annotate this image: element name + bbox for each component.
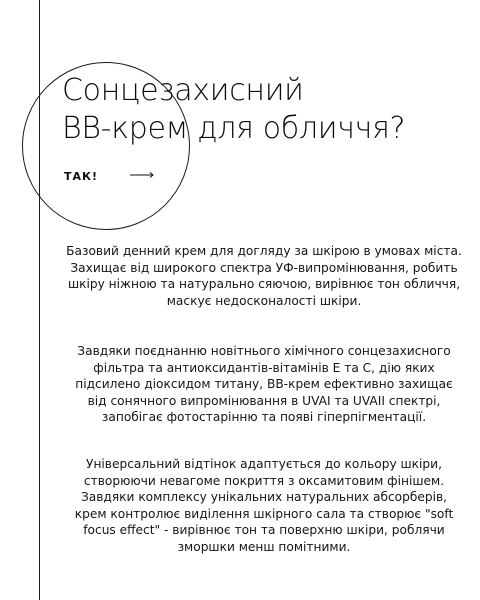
vertical-divider-line	[39, 0, 40, 600]
paragraph-finish: Універсальний відтінок адаптується до кольору шкіри, створюючи невагоме покриття з оксамитовим фінішем. Завдяки комплексу унікальних натуральних абсорберів, крем контролює виділення шкірного сала та створює "soft focus effect" - вирівнює тон та поверхню шкіри, роблячи зморшки менш помітними.	[74, 457, 454, 554]
title-line-2: ВВ-крем для обличчя?	[62, 111, 406, 146]
arrow-right-icon	[130, 172, 154, 178]
page-title	[62, 72, 405, 148]
title-line-1: Сонцезахисний	[62, 73, 304, 108]
paragraph-protection: Завдяки поєднанню новітнього хімічного сонцезахисного фільтра та антиоксидантів-вітамінів Е та С, дію яких підсилено діоксидом титану, ВВ-крем ефективно захищає від сонячного випромінювання в UVAI та UVAII спектрі, запобігає фотостарінню та появі гіперпігментації.	[75, 344, 453, 425]
paragraph-intro: Базовий денний крем для догляду за шкірою в умовах міста. Захищає від широкого спектра УФ-випромінювання, робить шкіру ніжною та натурально сяючою, вирівнює тон обличчя, маскує недосконалості шкіри.	[66, 244, 462, 308]
answer-label: ТАК!	[64, 170, 99, 183]
